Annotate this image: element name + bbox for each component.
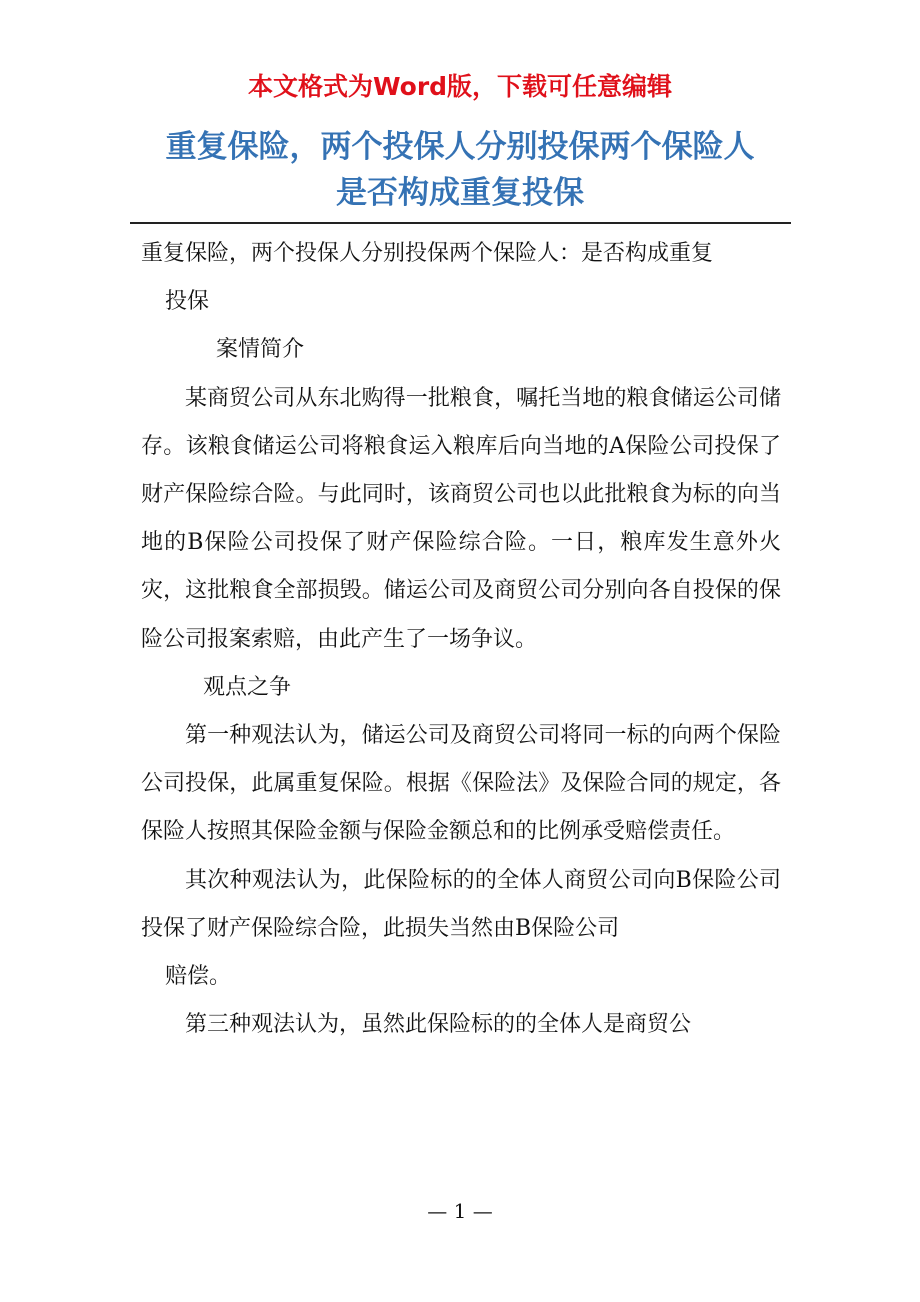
view-two-paragraph: 其次种观法认为，此保险标的的全体人商贸公司向B保险公司投保了财产保险综合险，此损失当然由B保险公司 <box>141 867 781 941</box>
intro-paragraph: 重复保险，两个投保人分别投保两个保险人：是否构成重复 <box>141 241 714 266</box>
title-line-1: 重复保险，两个投保人分别投保两个保险人 <box>165 129 755 165</box>
document-title <box>130 124 790 216</box>
case-paragraph: 某商贸公司从东北购得一批粮食，嘱托当地的粮食储运公司储存。该粮食储运公司将粮食运入粮库后向当地的A保险公司投保了财产保险综合险。与此同时，该商贸公司也以此批粮食为标的向当地的B保险公司投保了财产保险综合险。一日，粮库发生意外火灾，这批粮食全部损毁。储运公司及商贸公司分别向各自投保的保险公司报案索赔，由此产生了一场争议。 <box>141 385 781 652</box>
view-one-paragraph: 第一种观法认为，储运公司及商贸公司将同一标的向两个保险公司投保，此属重复保险。根据《保险法》及保险合同的规定，各保险人按照其保险金额与保险金额总和的比例承受赔偿责任。 <box>141 723 781 845</box>
title-divider <box>130 222 791 224</box>
section-heading-case: 案情简介 <box>216 337 305 363</box>
view-three-paragraph: 第三种观法认为，虽然此保险标的的全体人是商贸公 <box>185 1012 692 1038</box>
page-number: — 1 — <box>427 1199 493 1223</box>
title-line-2: 是否构成重复投保 <box>336 175 584 211</box>
download-banner: 本文格式为Word版，下载可任意编辑 <box>247 72 673 101</box>
intro-paragraph-continued: 投保 <box>165 289 210 315</box>
section-heading-views: 观点之争 <box>203 674 292 700</box>
document-body <box>141 230 781 1049</box>
view-two-continued: 赔偿。 <box>165 964 232 990</box>
